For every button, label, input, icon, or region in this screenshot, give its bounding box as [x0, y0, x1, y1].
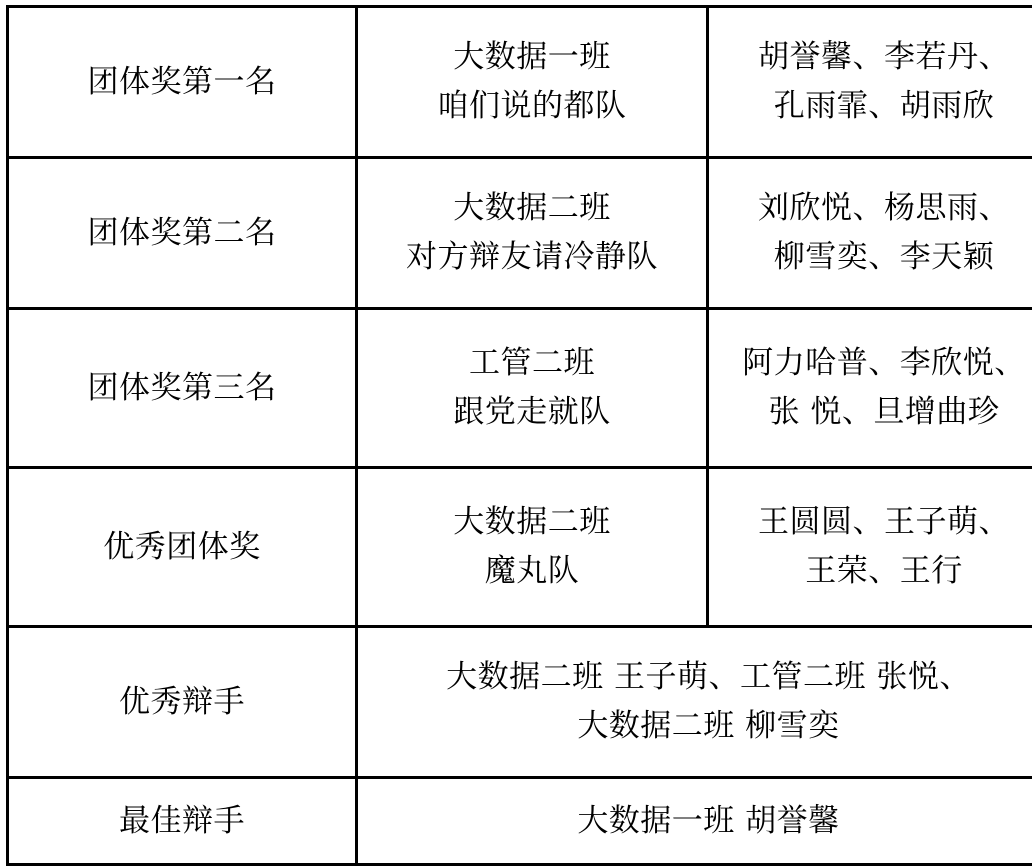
award-name-text: 团体奖第二名	[13, 209, 351, 258]
member-line-2: 张 悦、旦增曲珍	[713, 388, 1032, 437]
team-name-cell	[357, 309, 708, 468]
team-line-2: 跟党走就队	[362, 388, 702, 437]
award-name-cell	[8, 778, 357, 865]
member-line-1: 胡誉馨、李若丹、	[713, 33, 1032, 82]
award-name-cell	[8, 468, 357, 627]
table-row	[8, 309, 1032, 468]
award-name-cell	[8, 158, 357, 309]
recipient-line-1: 大数据二班 王子萌、工管二班 张悦、	[362, 653, 1032, 702]
award-name-text: 团体奖第三名	[13, 364, 351, 413]
award-results-table	[6, 5, 1032, 866]
award-recipients-cell	[357, 627, 1032, 778]
member-names-cell	[708, 309, 1032, 468]
member-line-1: 刘欣悦、杨思雨、	[713, 184, 1032, 233]
team-line-2: 魔丸队	[362, 547, 702, 596]
award-name-cell	[8, 7, 357, 158]
recipient-line-2: 大数据二班 柳雪奕	[362, 702, 1032, 751]
team-line-1: 大数据二班	[362, 498, 702, 547]
award-name-cell	[8, 627, 357, 778]
member-line-2: 柳雪奕、李天颖	[713, 233, 1032, 282]
member-line-2: 孔雨霏、胡雨欣	[713, 82, 1032, 131]
team-line-1: 工管二班	[362, 339, 702, 388]
award-name-text: 最佳辩手	[13, 797, 351, 846]
team-name-cell	[357, 158, 708, 309]
table-row	[8, 7, 1032, 158]
team-name-cell	[357, 468, 708, 627]
award-name-text: 优秀团体奖	[13, 523, 351, 572]
award-recipients-cell	[357, 778, 1032, 865]
team-line-1: 大数据一班	[362, 33, 702, 82]
member-line-2: 王荣、王行	[713, 547, 1032, 596]
recipient-line-1: 大数据一班 胡誉馨	[362, 797, 1032, 846]
table-row	[8, 468, 1032, 627]
team-line-2: 咱们说的都队	[362, 82, 702, 131]
team-line-1: 大数据二班	[362, 184, 702, 233]
table-row	[8, 627, 1032, 778]
award-table-body	[8, 7, 1032, 865]
team-line-2: 对方辩友请冷静队	[362, 233, 702, 282]
award-name-cell	[8, 309, 357, 468]
table-row	[8, 158, 1032, 309]
award-name-text: 优秀辩手	[13, 678, 351, 727]
award-name-text: 团体奖第一名	[13, 58, 351, 107]
member-names-cell	[708, 158, 1032, 309]
team-name-cell	[357, 7, 708, 158]
member-names-cell	[708, 7, 1032, 158]
member-line-1: 阿力哈普、李欣悦、	[713, 339, 1032, 388]
member-names-cell	[708, 468, 1032, 627]
member-line-1: 王圆圆、王子萌、	[713, 498, 1032, 547]
table-row	[8, 778, 1032, 865]
